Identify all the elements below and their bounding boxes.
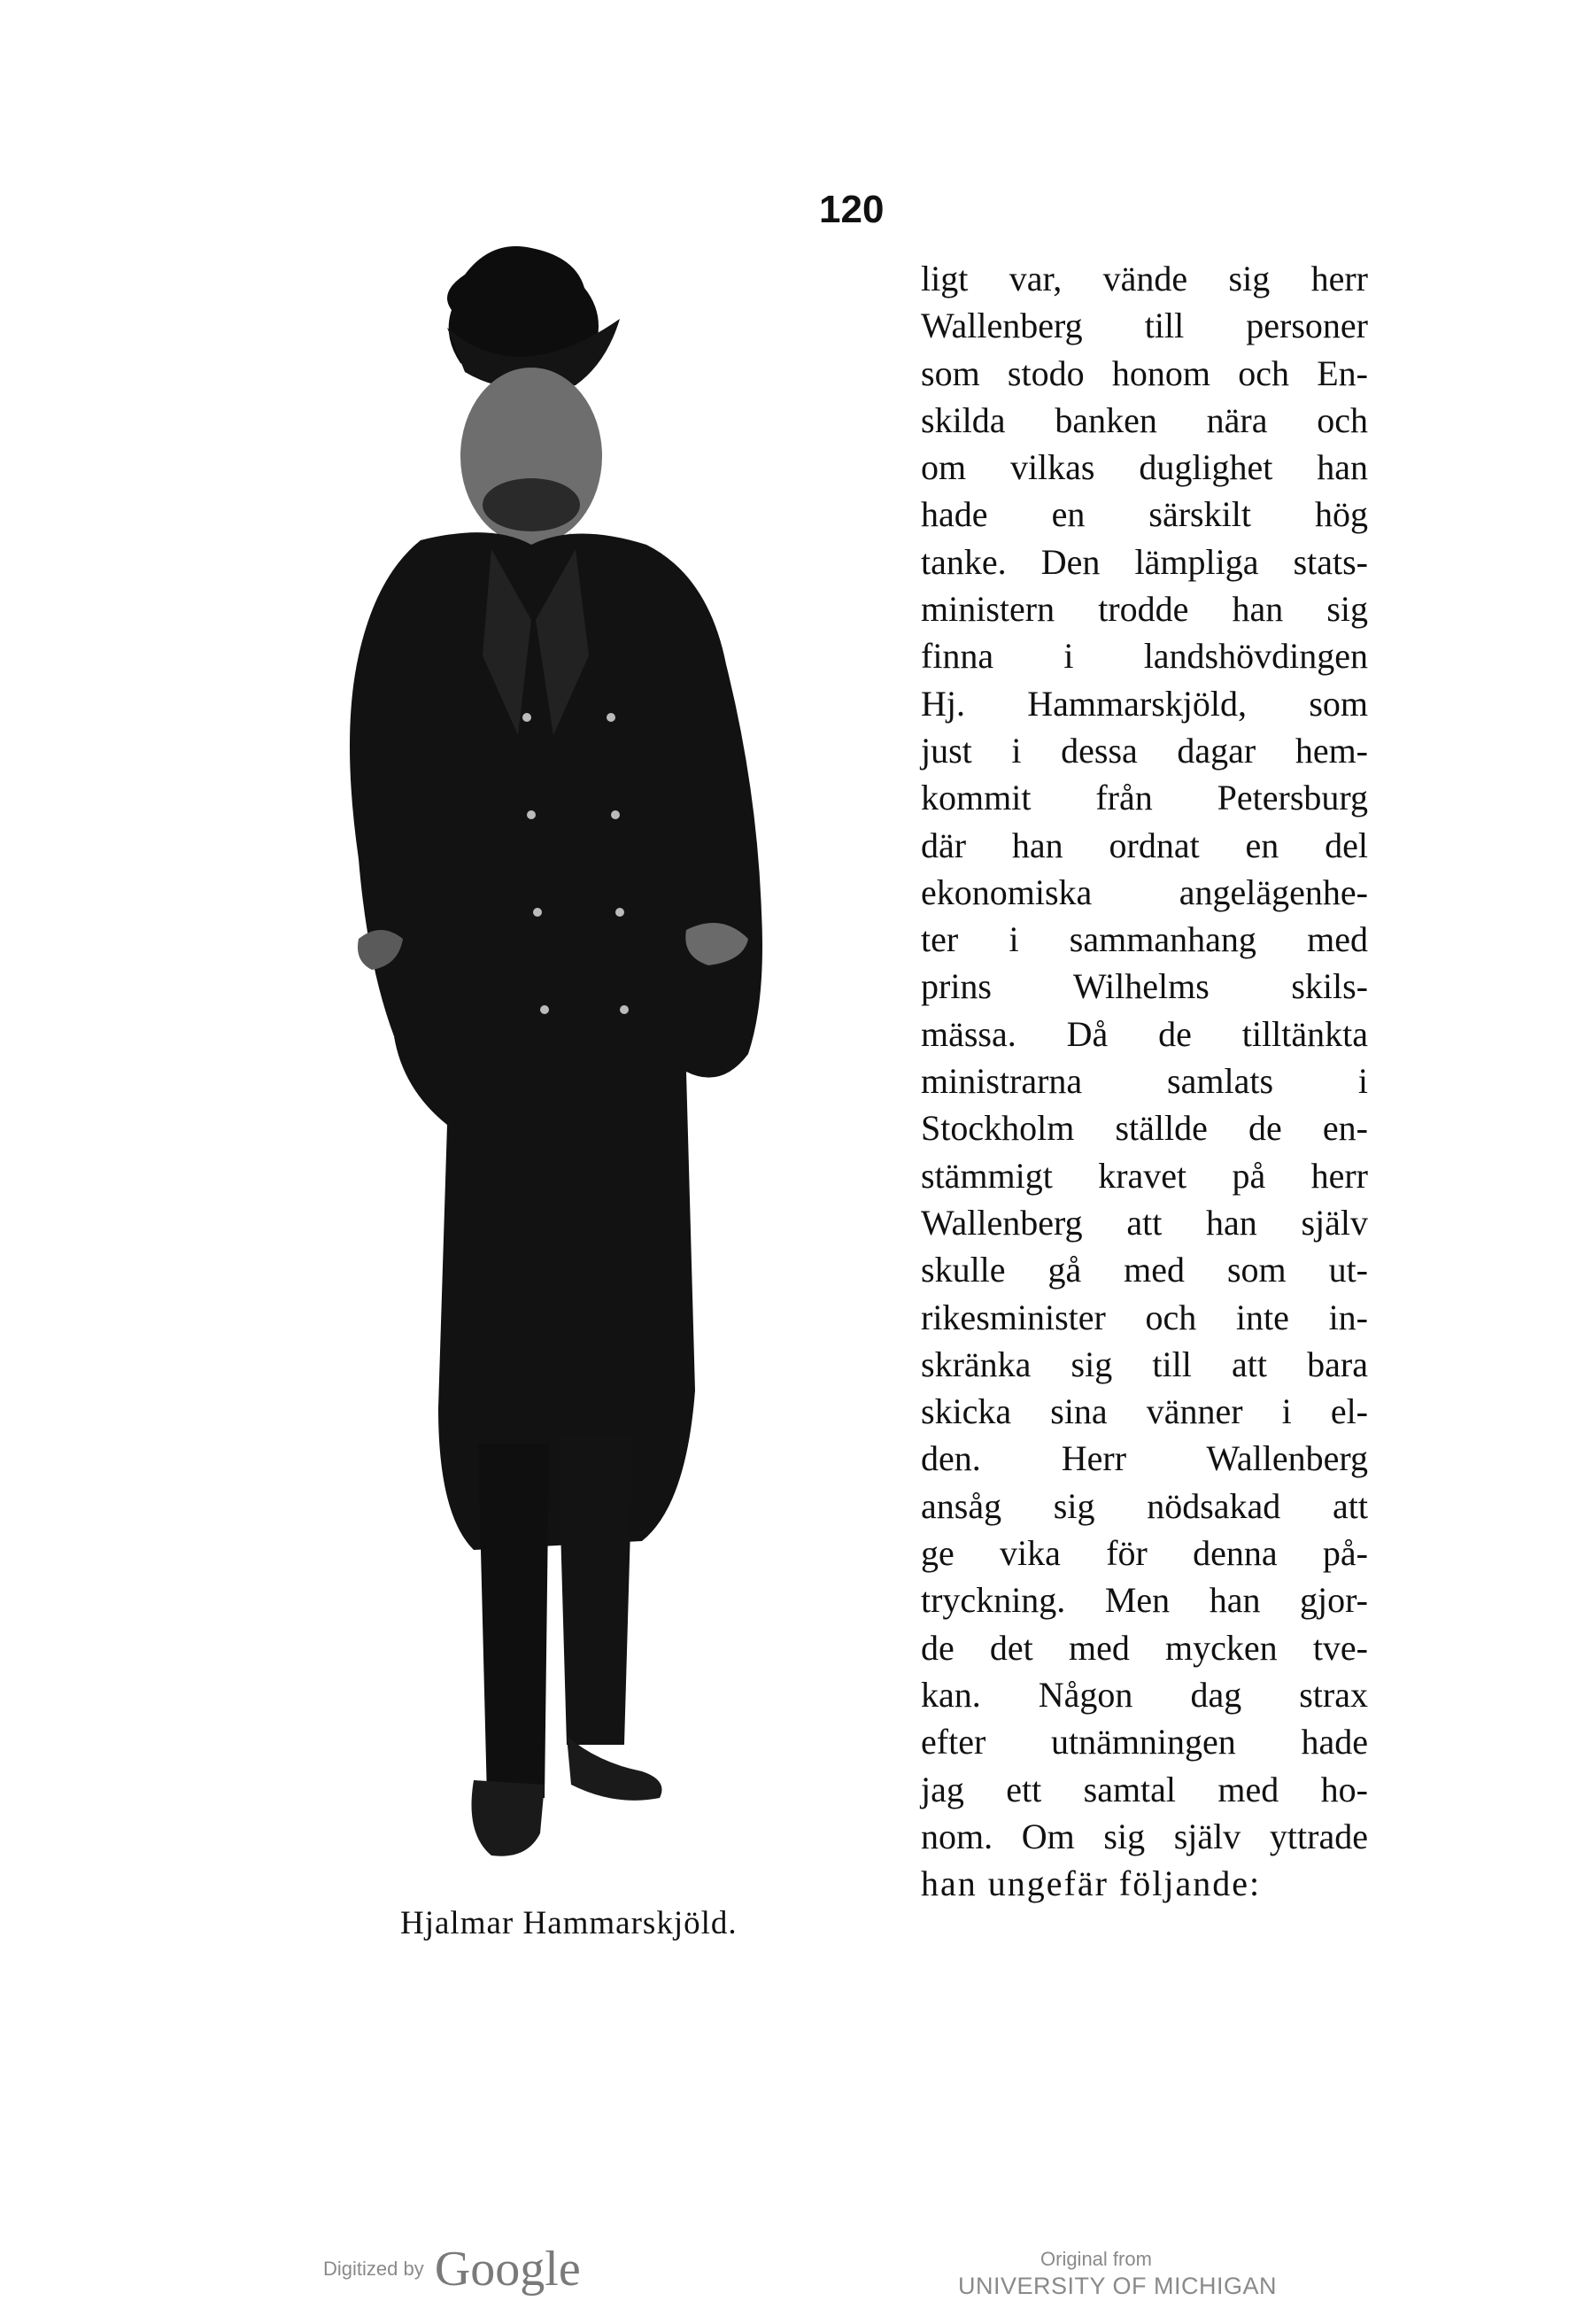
text-line: kommit från Petersburg [921,778,1368,818]
text-line: om vilkas duglighet han [921,447,1368,488]
institution-label: UNIVERSITY OF MICHIGAN [958,2273,1278,2299]
text-line: hade en särskilt hög [921,494,1368,535]
text-line: efter utnämningen hade [921,1722,1368,1762]
text-line: finna i landshövdingen [921,636,1368,677]
text-line: rikesminister och inte in- [921,1297,1368,1337]
text-line: Wallenberg att han själv [921,1202,1368,1243]
text-line: ge vika för denna på- [921,1533,1368,1574]
text-line: just i dessa dagar hem- [921,730,1368,771]
text-line: Wallenberg till personer [921,306,1368,346]
text-line: skränka sig till att bara [921,1344,1368,1384]
text-line: mässa. Då de tilltänkta [921,1013,1368,1054]
text-line: ligt var, vände sig herr [921,259,1368,298]
text-line: skulle gå med som ut- [921,1250,1368,1290]
digitized-label: Digitized by [323,2258,424,2280]
text-line: ekonomiska angelägenhe- [921,872,1368,912]
text-line: kan. Någon dag strax [921,1674,1368,1715]
text-line: nom. Om sig själv yttrade [921,1816,1368,1856]
text-line: där han ordnat en del [921,825,1368,865]
google-logo: Google [434,2242,581,2297]
text-line: ministrarna samlats i [921,1061,1368,1102]
text-line: ter i sammanhang med [921,919,1368,960]
text-line: Hj. Hammarskjöld, som [921,683,1368,724]
text-line: stämmigt kravet på herr [921,1155,1368,1196]
text-line: den. Herr Wallenberg [921,1438,1368,1479]
body-text [921,255,1368,1907]
text-line: skicka sina vänner i el- [921,1391,1368,1432]
original-from-label: Original from [1040,2248,1152,2270]
text-line: de det med mycken tve- [921,1627,1368,1668]
text-line: ansåg sig nödsakad att [921,1485,1368,1526]
text-line: som stodo honom och En- [921,352,1368,393]
portrait-photo [226,239,916,1895]
text-line: skilda banken nära och [921,399,1368,440]
page-number: 120 [819,188,885,231]
photo-caption: Hjalmar Hammarskjöld. [400,1905,738,1941]
text-line: tanke. Den lämpliga stats- [921,541,1368,582]
text-line: Stockholm ställde de en- [921,1108,1368,1149]
text-line: ministern trodde han sig [921,589,1368,630]
text-line: prins Wilhelms skils- [921,966,1368,1007]
text-line: tryckning. Men han gjor- [921,1580,1368,1621]
text-line-last: han ungefär följande: [921,1863,1262,1904]
digitized-by-notice [323,2241,581,2297]
text-line: jag ett samtal med ho- [921,1769,1368,1809]
